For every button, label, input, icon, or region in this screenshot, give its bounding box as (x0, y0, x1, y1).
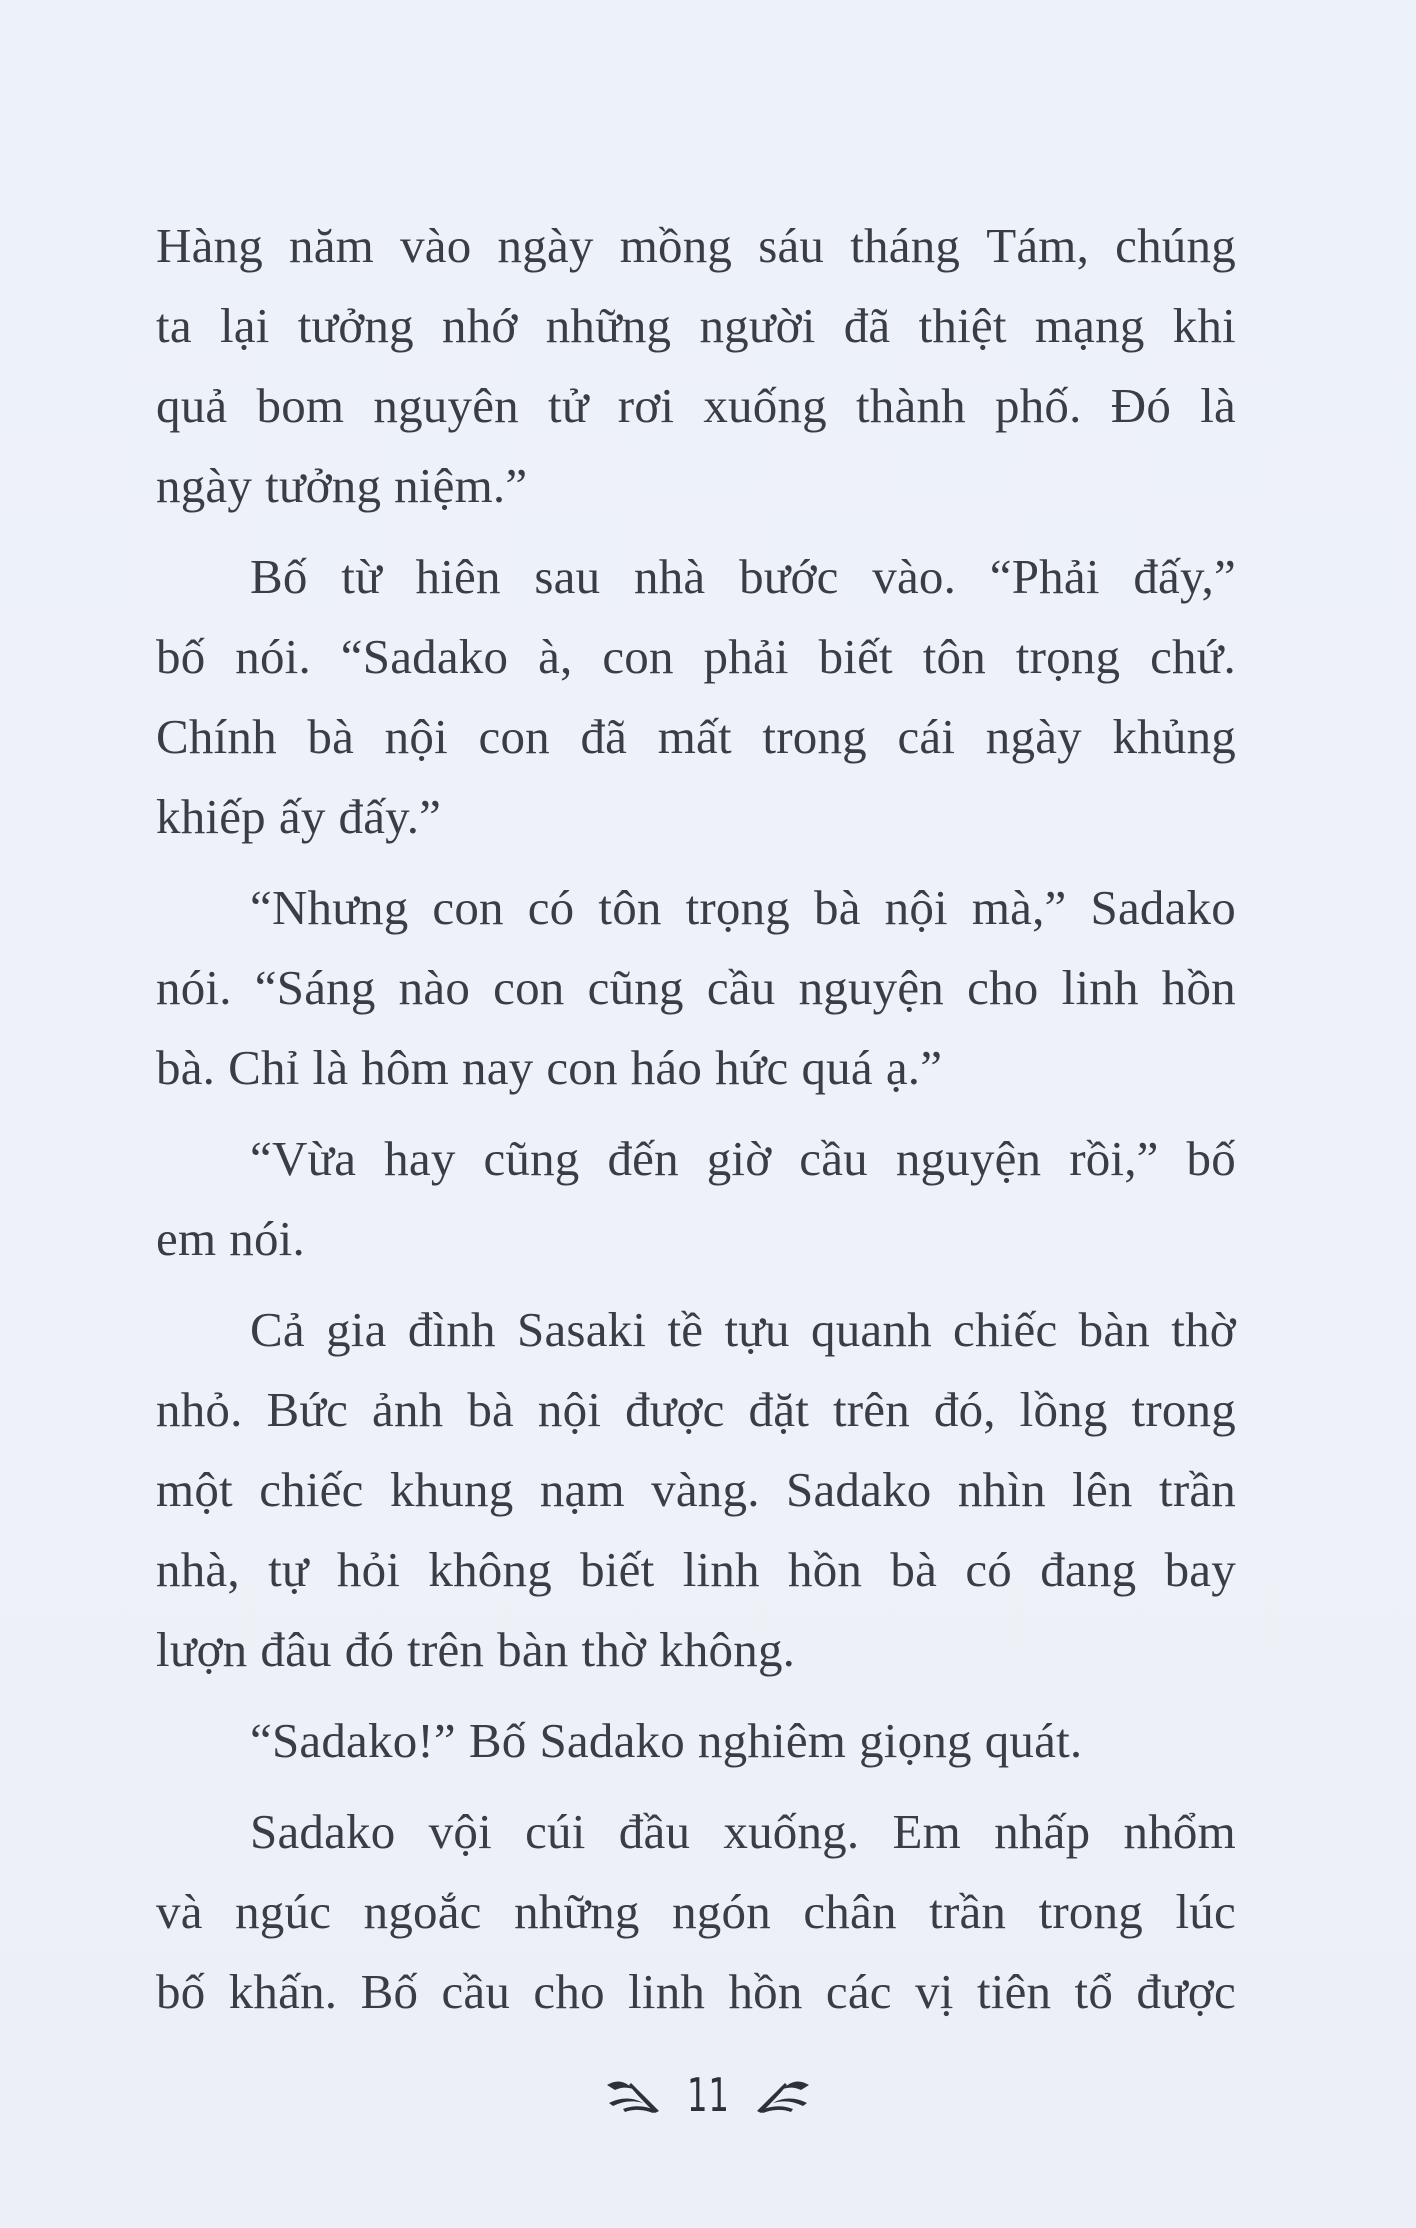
word: “Vừa (250, 1131, 357, 1186)
word: nhổm (1123, 1804, 1236, 1859)
word: mà,” (971, 880, 1067, 935)
word: tiên (976, 1964, 1052, 2019)
text-line (156, 1952, 1236, 2032)
word: trong (1131, 1382, 1236, 1437)
word: em (156, 1211, 217, 1266)
word: chân (803, 1884, 897, 1939)
word: là (312, 1040, 349, 1095)
word: Đó (1110, 378, 1172, 433)
word: ấy (278, 789, 326, 844)
word: đâu (260, 1622, 332, 1677)
word: hồn (788, 1542, 863, 1597)
word: Bố (250, 549, 308, 604)
word: thờ (1171, 1302, 1236, 1357)
word: lồng (1019, 1382, 1108, 1437)
word: mất (657, 709, 732, 764)
text-line (156, 537, 1236, 617)
word: bố (1186, 1131, 1236, 1186)
word: ảnh (372, 1382, 444, 1437)
text-line (156, 1028, 1236, 1108)
word: thờ (581, 1622, 647, 1677)
word: khi (1172, 298, 1236, 353)
text-line (156, 617, 1236, 697)
word: bà (890, 1542, 938, 1597)
word: khiếp (156, 789, 266, 844)
word: con (493, 960, 565, 1015)
word: đó (344, 1622, 395, 1677)
word: tôn (598, 880, 662, 935)
word: phố. (995, 378, 1082, 433)
word: xuống. (723, 1804, 860, 1859)
text-line (156, 1872, 1236, 1952)
word: đến (607, 1131, 679, 1186)
word: bố (156, 1964, 206, 2019)
word: rơi (617, 378, 675, 433)
word: linh (628, 1964, 706, 2019)
word: từ (341, 549, 382, 604)
text-line (156, 1792, 1236, 1872)
word: phải (703, 629, 789, 684)
word: không (428, 1542, 552, 1597)
word: nhỏ. (156, 1382, 243, 1437)
word: đấy,” (1133, 549, 1236, 604)
word: nói. (156, 960, 232, 1015)
word: nói. (235, 629, 311, 684)
word: Sadako (250, 1804, 396, 1859)
word: tổ (1074, 1964, 1114, 2019)
text-line (156, 868, 1236, 948)
word: nội (537, 1382, 602, 1437)
text-line (156, 1199, 1236, 1279)
word: cầu (799, 1131, 868, 1186)
word: trên (407, 1622, 485, 1677)
text-line (156, 1610, 1236, 1690)
word: bay (1164, 1542, 1236, 1597)
word: đầu (618, 1804, 691, 1859)
word: chiếc (259, 1462, 364, 1517)
word: “Sáng (254, 960, 376, 1015)
word: bà (467, 1382, 514, 1437)
word: hức (715, 1040, 789, 1095)
word: đấy.” (338, 789, 442, 844)
paragraph (156, 1119, 1236, 1279)
page-footer (0, 2060, 1416, 2130)
word: hôm (361, 1040, 449, 1095)
word: giờ (706, 1131, 772, 1186)
word: đình (407, 1302, 496, 1357)
word: trong (1038, 1884, 1143, 1939)
word: lại (219, 298, 270, 353)
page-number: 11 (686, 2068, 730, 2122)
word: ngón (672, 1884, 771, 1939)
word: được (625, 1382, 725, 1437)
word: những (545, 298, 672, 353)
word: hỏi (336, 1542, 401, 1597)
word: Hàng (156, 218, 263, 273)
text-line (156, 1119, 1236, 1199)
word: rồi,” (1069, 1131, 1159, 1186)
word: nội (884, 880, 948, 935)
word: con (546, 1040, 618, 1095)
word: vội (428, 1804, 492, 1859)
word: cũng (587, 960, 684, 1015)
word: “Sadako (340, 629, 509, 684)
word: quanh (811, 1302, 932, 1357)
word: năm (289, 218, 374, 273)
paragraph (156, 206, 1236, 526)
word: cho (967, 960, 1039, 1015)
word: ngày (156, 458, 253, 513)
word: Sadako (786, 1462, 932, 1517)
word: nhìn (957, 1462, 1046, 1517)
word: quá (801, 1040, 873, 1095)
word: người (699, 298, 816, 353)
word: “Nhưng (250, 880, 409, 935)
word: “Sadako!” (250, 1713, 456, 1768)
word: đã (843, 298, 891, 353)
word: trần (1159, 1462, 1236, 1517)
word: bom (256, 378, 345, 433)
word: và (156, 1884, 203, 1939)
word: chúng (1115, 218, 1236, 273)
word: có (527, 880, 575, 935)
word: bố (156, 629, 206, 684)
word: mồng (619, 218, 733, 273)
text-line (156, 446, 1236, 526)
word: khủng (1112, 709, 1236, 764)
word: khấn. (228, 1964, 338, 2019)
word: con (602, 629, 674, 684)
word: bà. (156, 1040, 216, 1095)
word: cúi (525, 1804, 586, 1859)
word: nghiêm (697, 1713, 847, 1768)
leaf-ornament-right-icon (753, 2073, 813, 2117)
word: háo (630, 1040, 703, 1095)
word: quát. (984, 1713, 1083, 1768)
word: lên (1072, 1462, 1133, 1517)
word: tử (548, 378, 589, 433)
word: linh (1061, 960, 1139, 1015)
word: trên (832, 1382, 910, 1437)
word: nhớ (442, 298, 518, 353)
word: Bố (468, 1713, 527, 1768)
word: nay (462, 1040, 534, 1095)
word: Sadako (539, 1713, 685, 1768)
word: Bố (360, 1964, 419, 2019)
word: cái (897, 709, 956, 764)
word: bà (814, 880, 861, 935)
text-line (156, 366, 1236, 446)
text-line (156, 1530, 1236, 1610)
word: vàng. (651, 1462, 760, 1517)
word: tề (667, 1302, 704, 1357)
word: Sadako (1090, 880, 1236, 935)
word: Tám, (986, 218, 1090, 273)
paragraph-gap (156, 1690, 1236, 1701)
word: Sasaki (517, 1302, 647, 1357)
word: cầu (706, 960, 776, 1015)
word: đặt (748, 1382, 810, 1437)
word: các (825, 1964, 892, 2019)
word: được (1136, 1964, 1236, 2019)
paragraph-gap (156, 1279, 1236, 1290)
word: xuống (703, 378, 827, 433)
word: đang (1040, 1542, 1137, 1597)
word: trong (762, 709, 867, 764)
word: lúc (1175, 1884, 1236, 1939)
word: một (156, 1462, 233, 1517)
text-line (156, 777, 1236, 857)
word: ngúc (235, 1884, 332, 1939)
text-line (156, 1450, 1236, 1530)
word: nào (398, 960, 471, 1015)
word: con (478, 709, 550, 764)
word: tưởng (265, 458, 382, 513)
word: bà (307, 709, 355, 764)
word: ngày (497, 218, 594, 273)
word: tháng (850, 218, 961, 273)
word: tự (268, 1542, 309, 1597)
paragraph-gap (156, 526, 1236, 537)
paragraph (156, 1792, 1236, 2032)
text-line (156, 1370, 1236, 1450)
word: bước (739, 549, 839, 604)
word: là (1200, 378, 1236, 433)
word: sau (534, 549, 601, 604)
body-text (156, 206, 1236, 2032)
leaf-ornament-left-icon (603, 2073, 663, 2117)
word: mạng (1034, 298, 1145, 353)
word: hồn (728, 1964, 803, 2019)
word: hồn (1161, 960, 1236, 1015)
paragraph-gap (156, 1108, 1236, 1119)
word: trọng (1015, 629, 1121, 684)
word: ngoắc (363, 1884, 482, 1939)
word: tựu (724, 1302, 790, 1357)
word: tưởng (297, 298, 414, 353)
word: có (965, 1542, 1012, 1597)
paragraph-gap (156, 857, 1236, 868)
word: con (432, 880, 504, 935)
word: linh (682, 1542, 760, 1597)
text-line (156, 697, 1236, 777)
word: những (514, 1884, 640, 1939)
word: Chỉ (228, 1040, 300, 1095)
word: vị (915, 1964, 954, 2019)
word: không. (659, 1622, 796, 1677)
word: cho (533, 1964, 605, 2019)
word: nhấp (994, 1804, 1091, 1859)
word: vào. (872, 549, 957, 604)
word: Em (892, 1804, 961, 1859)
word: bàn (1078, 1302, 1151, 1357)
word: nguyện (798, 960, 945, 1015)
word: biết (818, 629, 893, 684)
word: cầu (441, 1964, 511, 2019)
word: thành (856, 378, 966, 433)
word: “Phải (989, 549, 1100, 604)
word: vào (400, 218, 472, 273)
word: lượn (156, 1622, 248, 1677)
word: đó, (933, 1382, 996, 1437)
paragraph (156, 537, 1236, 857)
text-line (156, 286, 1236, 366)
word: niệm.” (394, 458, 528, 513)
word: ta (156, 298, 192, 353)
word: trần (929, 1884, 1007, 1939)
word: Bức (266, 1382, 349, 1437)
word: hiên (415, 549, 501, 604)
word: à, (538, 629, 573, 684)
text-line (156, 206, 1236, 286)
word: bàn (497, 1622, 569, 1677)
paragraph (156, 1701, 1236, 1781)
word: ạ.” (885, 1040, 943, 1095)
paragraph (156, 868, 1236, 1108)
text-line (156, 1290, 1236, 1370)
word: gia (326, 1302, 387, 1357)
word: Cả (250, 1302, 305, 1357)
word: khung (389, 1462, 514, 1517)
word: nguyện (895, 1131, 1042, 1186)
word: đã (580, 709, 628, 764)
word: tôn (922, 629, 986, 684)
word: nhà, (156, 1542, 240, 1597)
word: quả (156, 378, 228, 433)
word: thiệt (918, 298, 1007, 353)
text-line (156, 948, 1236, 1028)
word: nội (384, 709, 448, 764)
word: giọng (859, 1713, 972, 1768)
word: nạm (539, 1462, 625, 1517)
word: ngày (985, 709, 1082, 764)
paragraph-gap (156, 1781, 1236, 1792)
word: trọng (685, 880, 791, 935)
word: nguyên (373, 378, 519, 433)
word: biết (580, 1542, 655, 1597)
word: hay (384, 1131, 456, 1186)
text-line (156, 1701, 1236, 1781)
word: cũng (483, 1131, 580, 1186)
word: sáu (758, 218, 825, 273)
word: Chính (156, 709, 277, 764)
word: chiếc (953, 1302, 1058, 1357)
word: nhà (634, 549, 706, 604)
word: chứ. (1150, 629, 1236, 684)
word: nói. (229, 1211, 305, 1266)
paragraph (156, 1290, 1236, 1690)
